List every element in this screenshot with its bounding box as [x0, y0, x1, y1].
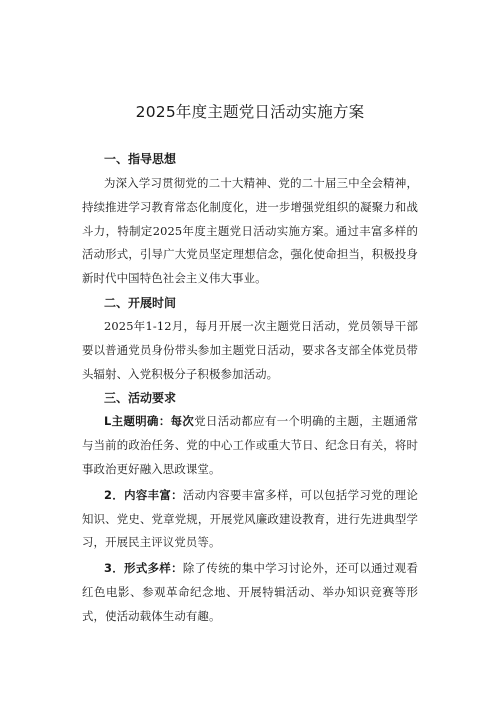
requirement-item-theme: [82, 410, 418, 481]
requirement-item-content: [82, 484, 418, 555]
requirement-item-format: [82, 557, 418, 628]
section-heading-requirements: 三、活动要求: [104, 391, 177, 406]
section-heading-guiding-ideology: 一、指导思想: [104, 152, 177, 166]
document-title: 2025年度主题党日活动实施方案: [135, 103, 365, 121]
section-paragraph-schedule: 2025年1-12月，每月开展一次主题党日活动，党员领导干部要以普通党员身份带头参加主题党日活动，要求各支部全体党员带头辐射、入党积极分子积极参加活动。: [82, 318, 418, 381]
requirement-item-lead: 2．内容丰富：: [104, 487, 183, 502]
requirement-item-text: 活动内容要丰富多样，可以包括学习党的理论知识、党史、党章党规，开展党风廉政建设教育，进行先进典型学习，开展民主评议党员等。: [82, 487, 418, 550]
requirement-item-lead: L主题明确：每次: [104, 414, 195, 429]
requirement-item-lead: 3．形式多样：: [104, 561, 183, 576]
requirement-item-text: 党日活动都应有一个明确的主题，主题通常与当前的政治任务、党的中心工作或重大节日、纪念日有关，将时事政治更好融入思政课堂。: [82, 414, 418, 476]
section-heading-schedule: 二、开展时间: [104, 295, 177, 310]
requirement-item-text: 除了传统的集中学习讨论外，还可以通过观看红色电影、参观革命纪念地、开展特辑活动、举办知识竞赛等形式，使活动载体生动有趣。: [82, 561, 418, 623]
section-paragraph-guiding-ideology: 为深入学习贯彻党的二十大精神、党的二十届三中全会精神，持续推进学习教育常态化制度化，进一步增强党组织的凝聚力和战斗力，特制定2025年度主题党日活动实施方案。通过丰富多样的活动形式，引导广大党员坚定理想信念，强化使命担当，积极投身新时代中国特色社会主义伟大事业。: [82, 176, 418, 286]
